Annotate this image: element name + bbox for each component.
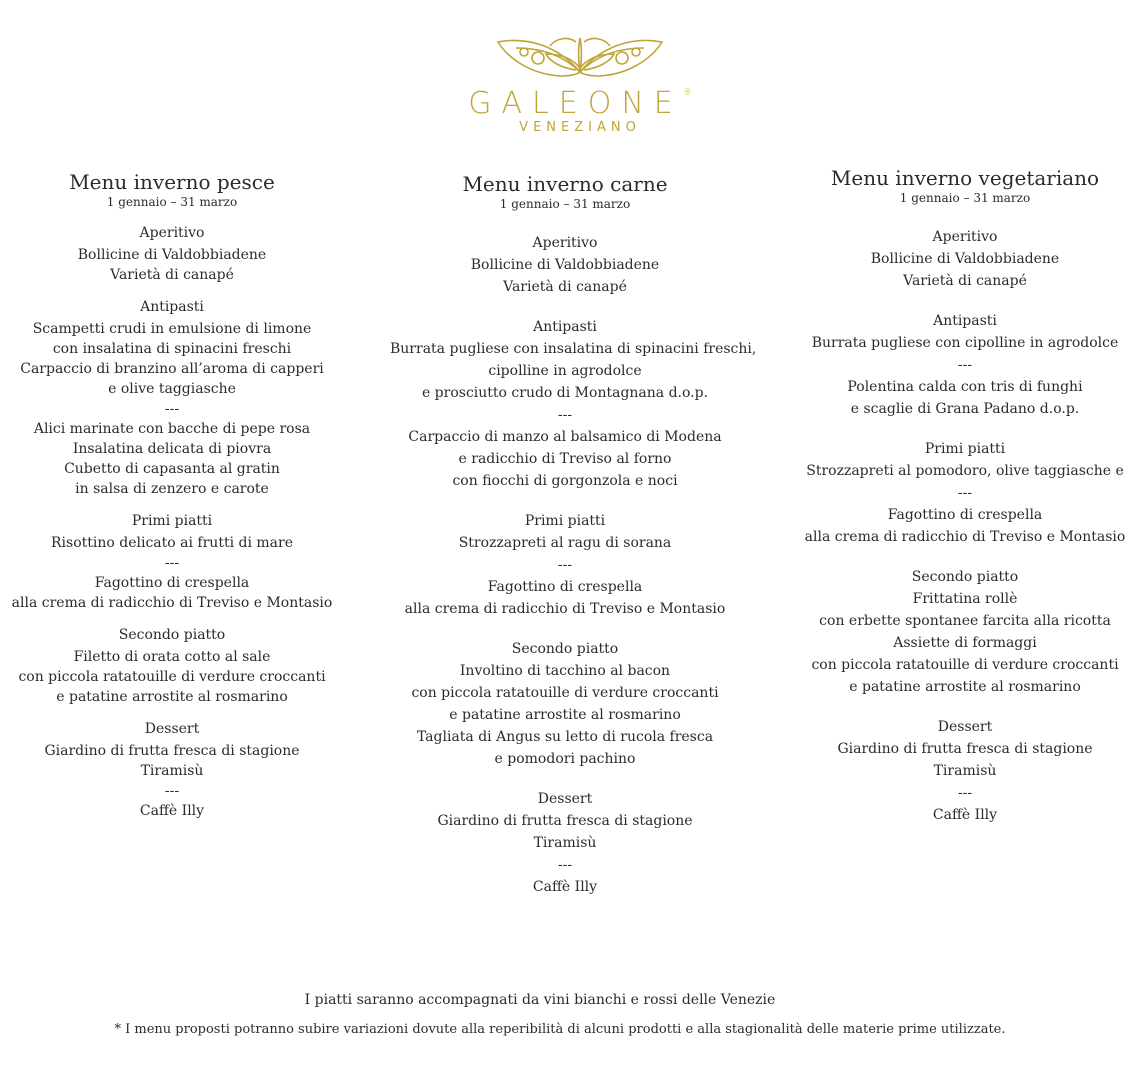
dish-line: Strozzapreti al ragu di sorana — [458, 535, 672, 551]
dish-line: Varietà di canapé — [503, 279, 627, 295]
menu-vegetariano — [785, 166, 1145, 828]
section-heading: Dessert — [537, 791, 593, 807]
dish-line: Polentina calda con tris di funghi — [847, 379, 1083, 395]
dish-line: Varietà di canapé — [110, 267, 234, 283]
dish-line: con piccola ratatouille di verdure croccanti — [811, 657, 1119, 673]
section-heading: Secondo piatto — [118, 627, 226, 643]
dish-line: Caffè Illy — [532, 879, 598, 895]
dish-line: Fagottino di crespella — [887, 507, 1043, 523]
section-heading: Antipasti — [533, 319, 597, 335]
dish-line: Tiramisù — [140, 763, 204, 779]
section-heading: Dessert — [144, 721, 200, 737]
separator: --- — [557, 407, 573, 423]
dish-line: Giardino di frutta fresca di stagione — [437, 813, 693, 829]
dish-line: cipolline in agrodolce — [488, 363, 642, 379]
menu-title: Menu inverno vegetariano — [830, 166, 1100, 190]
dish-line: Caffè Illy — [932, 807, 998, 823]
section-heading: Primi piatti — [131, 513, 213, 529]
section-heading: Aperitivo — [532, 235, 598, 251]
section-heading: Aperitivo — [932, 229, 998, 245]
dish-line: alla crema di radicchio di Treviso e Montasio — [804, 529, 1126, 545]
dish-line: Burrata pugliese con insalatina di spinacini freschi, — [390, 341, 757, 357]
separator: --- — [957, 357, 973, 373]
dish-line: Caffè Illy — [139, 803, 205, 819]
section-heading: Aperitivo — [139, 225, 205, 241]
dish-line: con piccola ratatouille di verdure croccanti — [411, 685, 719, 701]
dish-line: in salsa di zenzero e carote — [75, 481, 269, 497]
dish-line: Bollicine di Valdobbiadene — [77, 247, 267, 263]
dish-line: Carpaccio di manzo al balsamico di Modena — [408, 429, 722, 445]
dish-line: Fagottino di crespella — [487, 579, 643, 595]
dish-line: Insalatina delicata di piovra — [72, 441, 272, 457]
dish-line: Cubetto di capasanta al gratin — [64, 461, 280, 477]
dish-line: Frittatina rollè — [912, 591, 1018, 607]
section-heading: Secondo piatto — [911, 569, 1019, 585]
dish-line: Fagottino di crespella — [94, 575, 250, 591]
dish-line: Strozzapreti al pomodoro, olive taggiasche e — [806, 463, 1124, 479]
menu-title: Menu inverno carne — [462, 172, 668, 196]
section-heading: Antipasti — [933, 313, 997, 329]
dish-line: Burrata pugliese con cipolline in agrodolce — [811, 335, 1119, 351]
brand-subtitle: VENEZIANO — [519, 120, 641, 135]
dish-line: con erbette spontanee farcita alla ricotta — [819, 613, 1111, 629]
dish-line: e olive taggiasche — [108, 381, 236, 397]
menu-period: 1 gennaio – 31 marzo — [499, 197, 631, 211]
dish-line: Varietà di canapé — [903, 273, 1027, 289]
dish-line: e radicchio di Treviso al forno — [458, 451, 672, 467]
section-heading: Antipasti — [140, 299, 204, 315]
separator: --- — [957, 785, 973, 801]
brand-logo — [430, 28, 730, 138]
separator: --- — [164, 555, 180, 571]
dish-line: Bollicine di Valdobbiadene — [470, 257, 660, 273]
menu-pesce — [2, 170, 342, 822]
section-heading: Dessert — [937, 719, 993, 735]
dish-line: Giardino di frutta fresca di stagione — [837, 741, 1093, 757]
separator: --- — [957, 485, 973, 501]
dish-line: alla crema di radicchio di Treviso e Montasio — [11, 595, 333, 611]
dish-line: e patatine arrostite al rosmarino — [56, 689, 288, 705]
separator: --- — [164, 401, 180, 417]
dish-line: e patatine arrostite al rosmarino — [849, 679, 1081, 695]
dish-line: Involtino di tacchino al bacon — [459, 663, 671, 679]
registered-mark: ® — [682, 88, 692, 98]
separator: --- — [557, 557, 573, 573]
section-heading: Secondo piatto — [511, 641, 619, 657]
section-heading: Primi piatti — [524, 513, 606, 529]
mask-emblem-icon — [490, 28, 670, 84]
menu-title: Menu inverno pesce — [69, 170, 275, 194]
dish-line: Alici marinate con bacche di pepe rosa — [33, 421, 311, 437]
menu-period: 1 gennaio – 31 marzo — [106, 195, 238, 209]
dish-line: Scampetti crudi in emulsione di limone — [32, 321, 312, 337]
wine-note: I piatti saranno accompagnati da vini bianchi e rossi delle Venezie — [304, 992, 776, 1008]
menu-period: 1 gennaio – 31 marzo — [899, 191, 1031, 205]
dish-line: Tagliata di Angus su letto di rucola fresca — [416, 729, 714, 745]
menu-carne — [390, 172, 757, 900]
dish-line: Filetto di orata cotto al sale — [73, 649, 271, 665]
dish-line: Tiramisù — [533, 835, 597, 851]
dish-line: Giardino di frutta fresca di stagione — [44, 743, 300, 759]
dish-line: alla crema di radicchio di Treviso e Montasio — [404, 601, 726, 617]
section-heading: Primi piatti — [924, 441, 1006, 457]
separator: --- — [164, 783, 180, 799]
dish-line: Assiette di formaggi — [893, 635, 1037, 651]
brand-name: GALEONE® — [468, 86, 692, 121]
dish-line: Tiramisù — [933, 763, 997, 779]
disclaimer-note: * I menu proposti potranno subire variazioni dovute alla reperibilità di alcuni prodotti e alla stagionalità delle materie prime utilizzate. — [114, 1022, 1006, 1037]
dish-line: e patatine arrostite al rosmarino — [449, 707, 681, 723]
dish-line: con insalatina di spinacini freschi — [52, 341, 292, 357]
dish-line: e pomodori pachino — [494, 751, 636, 767]
dish-line: e scaglie di Grana Padano d.o.p. — [850, 401, 1080, 417]
dish-line: Bollicine di Valdobbiadene — [870, 251, 1060, 267]
separator: --- — [557, 857, 573, 873]
dish-line: Risottino delicato ai frutti di mare — [51, 535, 293, 551]
dish-line: con piccola ratatouille di verdure croccanti — [18, 669, 326, 685]
dish-line: con fiocchi di gorgonzola e noci — [452, 473, 678, 489]
dish-line: e prosciutto crudo di Montagnana d.o.p. — [421, 385, 709, 401]
dish-line: Carpaccio di branzino all’aroma di capperi — [20, 361, 324, 377]
